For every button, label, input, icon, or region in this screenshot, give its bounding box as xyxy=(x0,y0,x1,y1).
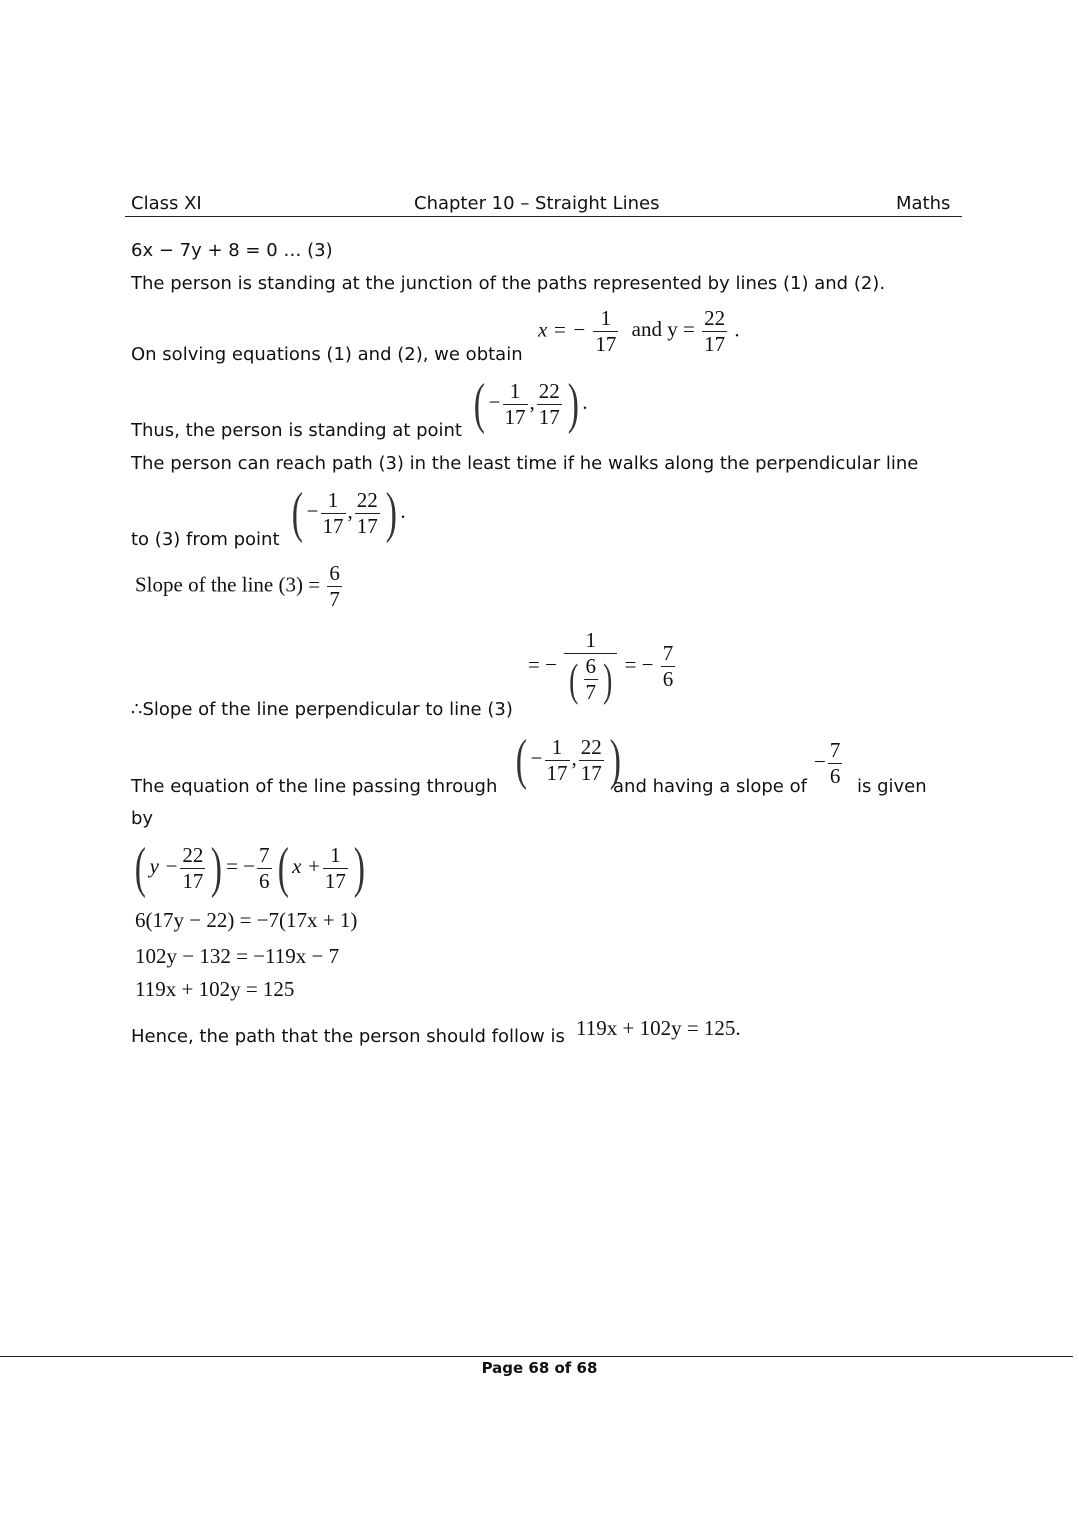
frac-num: 1 xyxy=(551,734,563,759)
frac-den: 17 xyxy=(595,332,617,356)
perp-slope-expr xyxy=(528,630,677,703)
frac-num: 22 xyxy=(182,842,204,867)
math-x-plus: x + xyxy=(292,853,321,878)
frac-7-6 xyxy=(257,842,272,893)
paragraph-and-slope: and having a slope of xyxy=(613,776,807,797)
frac-22-17 xyxy=(702,308,727,355)
paren-right: ) xyxy=(353,837,365,899)
frac-den: 17 xyxy=(546,760,568,785)
slope-neg-7-6 xyxy=(814,740,844,787)
math-minus: − xyxy=(306,498,319,523)
frac-num: 22 xyxy=(356,487,378,512)
paren-left: ( xyxy=(473,373,485,435)
period: . xyxy=(400,498,406,523)
math-y-minus: y − xyxy=(149,853,179,878)
math-comma: , xyxy=(571,745,577,770)
frac-den: 6 xyxy=(662,667,674,691)
final-equation xyxy=(576,1016,741,1041)
paren-left: ( xyxy=(291,482,303,544)
frac-den: 6 xyxy=(259,868,270,893)
frac-num: 1 xyxy=(330,842,341,867)
paragraph-eq-through: The equation of the line passing through xyxy=(131,776,498,797)
frac-7-6 xyxy=(661,643,676,690)
paragraph-is-given: is given xyxy=(857,776,927,797)
frac-den: 17 xyxy=(704,332,726,356)
point-coords-3 xyxy=(512,729,624,791)
paren-right: ) xyxy=(609,729,621,791)
frac-22-17 xyxy=(355,487,380,538)
frac-1-17 xyxy=(321,487,346,538)
frac-1-17 xyxy=(323,842,348,893)
frac-7-6 xyxy=(828,740,843,787)
frac-22-17 xyxy=(180,842,205,893)
derivation-line-3: 102y − 132 = −119x − 7 xyxy=(135,944,340,968)
math-comma: , xyxy=(529,389,535,414)
frac-den: 6 xyxy=(829,764,841,788)
frac-den: 17 xyxy=(324,868,346,893)
paragraph-solving: On solving equations (1) and (2), we obtain xyxy=(131,344,523,365)
frac-num: 7 xyxy=(662,641,674,665)
point-coords-1 xyxy=(470,373,588,435)
frac-1-over-6-7 xyxy=(564,630,617,703)
frac-den: 17 xyxy=(504,404,526,429)
paren-right: ) xyxy=(603,653,613,705)
math-comma: , xyxy=(347,498,353,523)
final-eq-text: 119x + 102y = 125 xyxy=(576,1016,736,1040)
derivation-line-4: 119x + 102y = 125 xyxy=(135,977,295,1001)
frac-den: 17 xyxy=(538,404,560,429)
paren-right: ) xyxy=(385,482,397,544)
frac-num: 22 xyxy=(580,734,602,759)
header-subject: Maths xyxy=(896,193,951,214)
period: . xyxy=(582,389,588,414)
paren-left: ( xyxy=(515,729,527,791)
math-and-y: and y = xyxy=(631,317,695,342)
paragraph-thus: Thus, the person is standing at point xyxy=(131,420,462,441)
equation-3: 6x − 7y + 8 = 0 … (3) xyxy=(131,240,333,261)
paren-left: ( xyxy=(134,837,146,899)
paren-right: ) xyxy=(567,373,579,435)
header-chapter: Chapter 10 – Straight Lines xyxy=(414,193,660,214)
paren-left: ( xyxy=(569,653,579,705)
paragraph-hence: Hence, the path that the person should follow is xyxy=(131,1026,565,1047)
frac-num: 1 xyxy=(327,487,339,512)
solution-xy xyxy=(538,308,740,355)
period: . xyxy=(734,317,740,342)
frac-num: 6 xyxy=(329,561,340,585)
paragraph-reach: The person can reach path (3) in the least time if he walks along the perpendicular line xyxy=(131,453,919,474)
frac-1-17 xyxy=(545,734,570,785)
paragraph-junction: The person is standing at the junction of the paths represented by lines (1) and (2). xyxy=(131,273,886,294)
math-eq-neg: = − xyxy=(226,853,255,878)
period: . xyxy=(735,1016,741,1040)
frac-1-17 xyxy=(503,378,528,429)
frac-1-17 xyxy=(593,308,618,355)
frac-den: 17 xyxy=(182,868,204,893)
frac-num: 1 xyxy=(600,306,612,330)
frac-6-7 xyxy=(327,563,342,610)
frac-6-7 xyxy=(584,656,599,703)
frac-den: 7 xyxy=(585,680,597,704)
math-minus: − xyxy=(488,389,501,414)
derivation-line-2: 6(17y − 22) = −7(17x + 1) xyxy=(135,908,358,932)
footer-rule xyxy=(0,1356,1073,1357)
paragraph-to3: to (3) from point xyxy=(131,529,280,550)
math-x-prefix: x = − xyxy=(538,317,587,342)
header-class: Class XI xyxy=(131,193,202,214)
frac-num: 1 xyxy=(585,628,597,652)
frac-22-17 xyxy=(579,734,604,785)
frac-den: 17 xyxy=(322,513,344,538)
paragraph-perp: ∴Slope of the line perpendicular to line (3) xyxy=(131,699,513,720)
header-rule xyxy=(125,216,962,217)
frac-num: 7 xyxy=(259,842,270,867)
page-number: Page 68 of 68 xyxy=(481,1359,598,1377)
frac-num: 6 xyxy=(585,654,597,678)
frac-22-17 xyxy=(537,378,562,429)
slope-line-3 xyxy=(135,563,344,610)
slope-label: Slope of the line (3) = xyxy=(135,572,321,597)
frac-den: 17 xyxy=(356,513,378,538)
frac-num: 1 xyxy=(509,378,521,403)
frac-num: 22 xyxy=(704,306,726,330)
point-coords-2 xyxy=(288,482,406,544)
derivation-line-1 xyxy=(131,837,369,899)
paren-left: ( xyxy=(277,837,289,899)
frac-den: 17 xyxy=(580,760,602,785)
frac-num: 7 xyxy=(829,738,841,762)
math-minus: − xyxy=(530,745,543,770)
paragraph-by: by xyxy=(131,808,154,829)
frac-num: 22 xyxy=(538,378,560,403)
math-eq-minus: = − xyxy=(624,652,654,677)
math-minus: − xyxy=(814,749,826,774)
paren-right: ) xyxy=(211,837,223,899)
frac-den: 7 xyxy=(329,587,340,611)
frac-den-paren xyxy=(564,653,617,705)
math-eq-minus: = − xyxy=(528,652,557,677)
